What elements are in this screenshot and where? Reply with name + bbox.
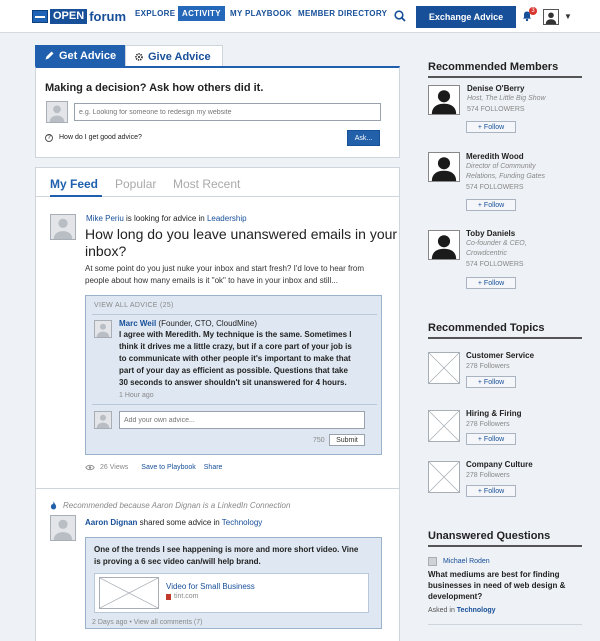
open-forum-logo[interactable] [32,9,126,24]
account-menu-caret-icon[interactable]: ▼ [564,12,572,21]
follow-topic-button[interactable] [466,485,516,497]
ask-button[interactable]: Ask... [347,130,380,146]
link-preview-thumbnail [99,577,159,609]
member-name-link[interactable]: Toby Daniels [466,229,516,238]
link-preview-source [166,593,199,600]
post-excerpt-line: At some point do you just nuke your inbox and start fresh? I'd love to hear from [85,264,365,273]
plus-icon: + [477,201,482,209]
post-author-link[interactable]: Aaron Dignan [85,518,138,527]
tab-get-advice-label: Get Advice [59,50,117,62]
reply-author-avatar[interactable] [94,320,112,338]
member-photo[interactable] [428,230,460,260]
thread-divider [92,404,377,405]
post-author-avatar[interactable] [50,515,76,541]
view-count: 26 Views [100,464,129,471]
advice-thread-box [85,295,382,455]
member-role: Relations, Funding Gates [466,173,545,180]
post-footer-meta[interactable]: 2 Days ago • View all comments (7) [92,619,203,626]
tab-popular[interactable]: Popular [115,177,157,191]
post-title-line: inbox? [85,243,127,259]
follow-label: Follow [483,279,505,287]
help-row[interactable] [45,134,142,142]
shared-advice-box [85,537,382,629]
question-topic-row [428,607,496,614]
tab-give-advice-label: Give Advice [148,50,211,63]
flame-icon [50,501,57,510]
post-topic-link[interactable]: Technology [221,518,263,527]
post-title[interactable] [85,226,397,260]
recommendation-text: Recommended because Aaron Dignan is a LinkedIn Connection [63,501,291,510]
feed-panel [35,167,400,641]
follow-topic-button[interactable] [466,433,516,445]
member-name-link[interactable]: Meredith Wood [466,152,524,161]
follow-label: Follow [483,123,505,131]
question-asker-row [428,557,490,566]
member-follower-count: 574 FOLLOWERS [467,106,525,113]
follow-member-button[interactable] [466,199,516,211]
topic-thumbnail[interactable] [428,352,460,384]
logo-forum-text: forum [89,9,127,24]
nav-member-directory[interactable]: MEMBER DIRECTORY [298,9,388,18]
tab-give-advice[interactable] [125,45,223,67]
reply-text-line: part of your day as efficient as possible. Questions that take [119,366,348,375]
search-icon[interactable] [394,10,406,22]
site-favicon-icon [166,594,171,600]
unanswered-questions-heading: Unanswered Questions [428,530,582,547]
shared-advice-text [94,544,358,568]
tab-get-advice[interactable] [35,45,125,67]
help-question-icon: ? [45,134,53,142]
share-link[interactable]: Share [203,464,223,471]
recommended-topics-heading: Recommended Topics [428,322,582,339]
pencil-icon [44,51,54,61]
plus-icon: + [477,435,482,443]
recommended-members-heading: Recommended Members [428,61,582,78]
member-follower-count: 574 FOLLOWERS [466,184,524,191]
asker-avatar[interactable] [428,557,437,566]
question-topic-link[interactable]: Technology [456,607,496,614]
post-topic-link[interactable]: Leadership [206,214,247,223]
question-text-link[interactable] [428,569,565,602]
my-avatar-placeholder [94,411,112,429]
link-preview-domain: tint.com [174,593,199,600]
top-navigation-bar [0,0,600,33]
follow-member-button[interactable] [466,121,516,133]
post-author-avatar[interactable] [50,214,76,240]
exchange-advice-button[interactable]: Exchange Advice [416,6,516,28]
post-stats-row [85,464,222,471]
submit-advice-button[interactable]: Submit [329,434,365,446]
card-logo-icon [32,10,48,23]
plus-icon: + [477,378,482,386]
asked-in-label: Asked in [428,607,457,614]
reply-text-line: think it drives me a little crazy, but if a core part of your job is [119,342,352,351]
topic-name-link[interactable]: Company Culture [466,460,533,469]
reply-text-line: to communicate with other people it's important to make that [119,354,351,363]
member-follower-count: 574 FOLLOWERS [466,261,524,268]
question-text-line: businesses in need of web design & [428,581,566,590]
post-separator [36,488,399,489]
link-preview-title[interactable]: Video for Small Business [166,582,255,591]
reply-text-line: 30 seconds to answer shouldn't sit unanswered for 4 hours. [119,378,347,387]
member-role: Crowdcentric [466,250,507,257]
member-role: Host, The Little Big Show [467,95,546,102]
plus-icon: + [477,487,482,495]
topic-name-link[interactable]: Customer Service [466,351,535,360]
shared-advice-line: One of the trends I see happening is more and more short video. Vine [94,545,359,554]
advice-input[interactable] [119,411,365,429]
member-photo[interactable] [428,85,460,115]
thread-divider [92,314,377,315]
user-avatar[interactable] [543,9,559,25]
reply-author-role: (Founder, CTO, CloudMine) [156,319,257,328]
reply-text [119,329,352,389]
member-role: Co-founder & CEO, [466,240,527,247]
member-photo[interactable] [428,152,460,182]
ask-question-input[interactable] [74,103,381,121]
recommendation-note [50,501,290,510]
help-link-text: How do I get good advice? [59,134,142,141]
logo-open-text: OPEN [50,9,87,24]
follow-label: Follow [483,487,505,495]
char-count: 750 [313,437,325,444]
plus-icon: + [477,123,482,131]
tab-most-recent[interactable]: Most Recent [173,177,241,191]
follow-topic-button[interactable] [466,376,516,388]
user-avatar-placeholder [46,101,68,123]
post-author-link[interactable]: Mike Periu [86,214,124,223]
active-tab-underline [50,195,102,197]
post-byline-verb: is looking for advice in [123,214,207,223]
plus-icon: + [477,279,482,287]
follow-label: Follow [483,201,505,209]
reply-text-line: I agree with Meredith. My technique is the same. Sometimes I [119,330,352,339]
nav-explore[interactable]: EXPLORE [135,9,176,18]
question-text-line: What mediums are best for finding [428,570,560,579]
topic-name-link[interactable]: Hiring & Firing [466,409,522,418]
post-excerpt [85,263,364,287]
question-text-line: development? [428,592,483,601]
topic-thumbnail[interactable] [428,410,460,442]
topic-follower-count: 278 Followers [466,472,510,479]
reply-byline [119,319,257,328]
notification-count-badge: 3 [529,7,537,15]
reply-author-link[interactable]: Marc Weil [119,319,157,328]
nav-activity[interactable]: ACTIVITY [178,6,225,21]
shared-advice-line: is proving a 6 sec video can/will help brand. [94,557,261,566]
topic-follower-count: 278 Followers [466,421,510,428]
topic-thumbnail[interactable] [428,461,460,493]
link-preview-card[interactable] [94,573,369,613]
post-byline [86,214,247,223]
save-to-playbook-link[interactable]: Save to Playbook [141,464,196,471]
topic-follower-count: 278 Followers [466,363,510,370]
post-byline [85,518,262,527]
nav-my-playbook[interactable]: MY PLAYBOOK [230,9,292,18]
eye-icon [85,464,95,471]
follow-label: Follow [483,435,505,443]
member-name-link[interactable]: Denise O'Berry [467,84,525,93]
post-title-line: How long do you leave unanswered emails in your [85,226,398,242]
sidebar-divider [428,624,582,625]
gear-icon [134,52,144,62]
post-excerpt-line: people about how many emails is it "ok" to have in your inbox and still... [85,276,338,285]
reply-timestamp: 1 Hour ago [119,392,154,399]
post-byline-verb: shared some advice in [137,518,222,527]
ask-advice-panel [35,66,400,158]
tab-my-feed[interactable]: My Feed [50,177,99,191]
follow-member-button[interactable] [466,277,516,289]
view-all-advice-link[interactable]: VIEW ALL ADVICE (25) [94,302,174,309]
question-asker-link[interactable]: Michael Roden [443,558,490,565]
member-role: Director of Community [466,163,536,170]
ask-prompt-heading: Making a decision? Ask how others did it. [45,82,264,94]
follow-label: Follow [483,378,505,386]
